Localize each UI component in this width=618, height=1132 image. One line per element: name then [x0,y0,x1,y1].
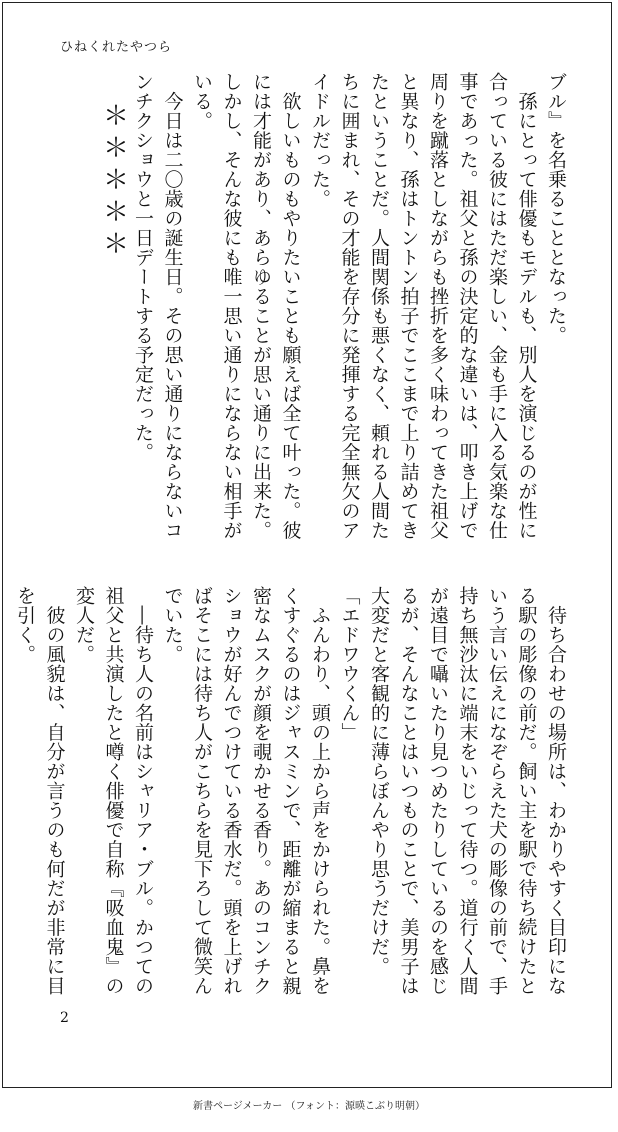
running-title: ひねくれたやつら [60,40,173,55]
upper-text-tier [50,72,570,542]
paragraph: 欲しいものもやりたいことも願えば全て叶った。彼には才能があり、あらゆることが思い通りに出来た。しかし、そんな彼にも唯一思い通りにならない相手がいる。 [191,72,302,540]
paragraph: ブル』を名乗ることとなった。 [545,72,567,345]
scene-break-separator: ＊＊＊＊＊ [98,102,129,262]
paragraph: ふんわり、頭の上から声をかけられた。鼻をくすぐるのはジャスミンで、距離が縮まると親密なムスクが顔を覗かせる香り。あのコンチクショウが好んでつけている香水だ。頭を上げればそこには待ち人がこちらを見下ろして微笑んでいた。 [161,586,331,996]
footer-caption: 新書ページメーカー （フォント：源暎こぶり明朝） [193,1101,425,1112]
paragraph: 待ち合わせの場所は、わかりやすく目印になる駅の彫像の前だ。飼い主を駅で待ち続けたという言い伝えになぞらえた犬の彫像の前で、手持ち無沙汰に端末をいじって待つ。道行く人間が遠目で囁いたり見つめたりしているのを感じるが、そんなことはいつものことで、美男子は大変だと客観的に薄らぼんやり思うだけだ。 [368,586,567,996]
lower-text-tier [14,586,570,1011]
page-number: 2 [60,1010,69,1026]
paragraph: 今日は二〇歳の誕生日。その思い通りにならないコンチクショウと一日デートする予定だった。 [132,72,184,540]
paragraph: ―待ち人の名前はシャリア・ブル。かつての祖父と共演したと噂く俳優で自称『吸血鬼』の変人だ。 [73,586,154,996]
paragraph: 孫にとって俳優もモデルも、別人を演じるのが性に合っている彼にはただ楽しい、金も手に入る気楽な仕事であった。祖父と孫の決定的な違いは、叩き上げで周りを蹴落としながらも挫折を多く味わってきた祖父と異なり、孫はトントン拍子でここまで上り詰めてきたということだ。人間関係も悪くなく、頼れる人間たちに囲まれ、その才能を存分に発揮する完全無欠のアイドルだった。 [309,72,538,540]
paragraph: 彼の風貌は、自分が言うのも何だが非常に目を引く。 [14,586,66,996]
dialogue-line: 「エドワウくん」 [338,586,361,742]
